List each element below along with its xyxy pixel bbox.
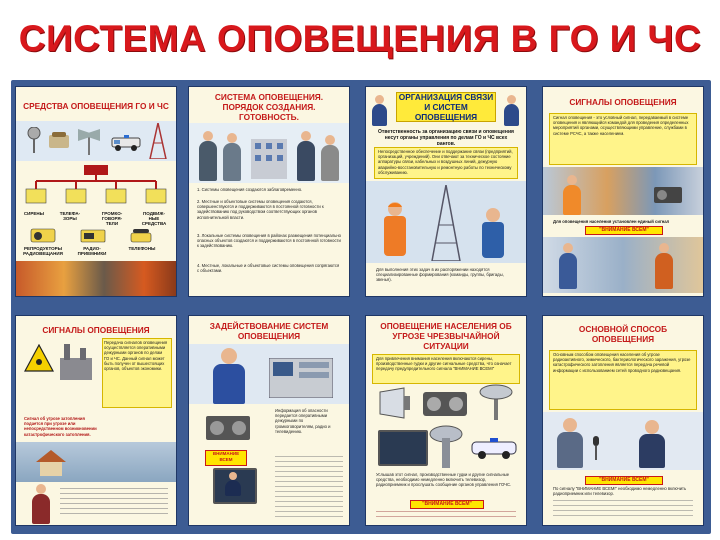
telephone-icon	[128, 227, 154, 243]
poster-means-of-alert	[16, 87, 176, 296]
radiation-icon	[24, 344, 54, 374]
poster-systems-activation	[189, 316, 349, 525]
poster-alert-signals	[543, 87, 703, 296]
disaster-photos	[16, 261, 176, 296]
attention-banner: "ВНИМАНИЕ ВСЕМ"	[585, 226, 663, 235]
footer-text-extra	[553, 500, 693, 520]
label-phones: ТЕЛЕФОНЫ	[128, 246, 156, 251]
numbered-item: 3. Локальные системы оповещения в районах размещения потенциально опасных объектов создаются и поддерживаются в постоянной готовности к задействованию.	[197, 233, 341, 249]
technicians-illustration	[366, 181, 526, 263]
illustration-band	[16, 121, 176, 161]
poster-board	[11, 80, 711, 534]
poster-heading: ОРГАНИЗАЦИЯ СВЯЗИ И СИСТЕМ ОПОВЕЩЕНИЯ	[396, 92, 496, 122]
poster-heading: СРЕДСТВА ОПОВЕЩЕНИЯ ГО И ЧС	[23, 101, 169, 111]
body-text: Непосредственное обеспечение и поддержание связи (предприятий, организаций, учреждений). Они отвечают за техническое состояние аппаратуры связи, кабельных и воздушных линий, дежурную аварийно-восстановительную и ремонтную работы по техническому обслуживанию.	[378, 149, 513, 175]
poster-heading: ЗАДЕЙСТВОВАНИЕ СИСТЕМ ОПОВЕЩЕНИЯ	[209, 321, 329, 341]
radio-icon	[30, 227, 56, 243]
control-panel-icon	[269, 358, 333, 398]
caption-text: Для оповещения населения установлен единый сигнал	[553, 219, 670, 224]
radio-tower-icon	[428, 424, 464, 468]
body-text: Информация об опасности передается оперативными дежурными по громкоговорителям, радио и телевидению.	[275, 408, 331, 434]
poster-heading: СИГНАЛЫ ОПОВЕЩЕНИЯ	[42, 325, 150, 335]
operator-illustration	[189, 344, 349, 404]
police-car-icon	[470, 436, 518, 460]
loudspeaker-icon	[76, 125, 102, 155]
tv-screen-icon	[378, 430, 428, 466]
page-title: СИСТЕМА ОПОВЕЩЕНИЯ В ГО И ЧС	[18, 18, 702, 59]
technician-icon	[478, 207, 508, 261]
house-icon	[36, 450, 66, 476]
building-icon	[249, 129, 289, 179]
microphone-icon	[591, 436, 601, 460]
poster-population-alert	[366, 316, 526, 525]
footer-text: По сигналу "ВНИМАНИЕ ВСЕМ!" необходимо немедленно включить радиоприемник или телевизор.	[553, 486, 687, 497]
numbered-item: 1. Системы оповещения создаются заблаговременно.	[197, 187, 303, 192]
lead-text: Ответственность за организацию связи и оповещения несут органы управления по делам ГО и ЧС всех рангов.	[378, 129, 514, 145]
alert-photos	[543, 167, 703, 215]
flood-text: Сигнал об угрозе затопления подается при угрозе или непосредственном возникновении катастрофического затопления.	[24, 416, 97, 437]
workers-photos	[543, 237, 703, 293]
attention-banner: "ВНИМАНИЕ ВСЕМ"	[410, 500, 484, 509]
label-mobile-means: ПОДВИЖ-НЫЕ СРЕДСТВА	[141, 211, 167, 226]
label-telephones-relay: ТЕЛЕФА-ЗОРЫ	[59, 211, 81, 221]
siren-icon	[476, 384, 516, 420]
body-text-lower	[275, 456, 343, 518]
numbered-item: 2. Местные и объектовые системы оповещения создаются, совершенствуются и поддерживаются в постоянной готовности к задействованию под руководством соответствующих органов исполнительной власти.	[197, 199, 324, 220]
definition-text: Сигнал оповещения - это условный сигнал, передаваемый в системе оповещения и являющийся командой для проведения определенных мероприятий органами, осуществляющими управление, службами в системе РСЧС, а также населением.	[553, 115, 689, 136]
tv-tower-icon	[148, 123, 168, 159]
poster-heading: ОПОВЕЩЕНИЕ НАСЕЛЕНИЯ ОБ УГРОЗЕ ЧРЕЗВЫЧАЙНОЙ СИТУАЦИИ	[380, 321, 512, 351]
poster-alert-signals-2	[16, 316, 176, 525]
phone-icon	[48, 131, 70, 149]
poster-main-alert-method	[543, 316, 703, 525]
label-loudspeakers: ГРОМКО-ГОВОРЯ-ТЕЛИ	[101, 211, 123, 226]
poster-heading: ОСНОВНОЙ СПОСОБ ОПОВЕЩЕНИЯ	[578, 324, 668, 344]
body-text: Передача сигналов оповещения осуществляется оперативными дежурными органов по делам ГО и ЧС. Данный сигнал может быть получен от вышестоящих органов, объектов экономики.	[104, 340, 168, 372]
footer-text-extra	[376, 511, 516, 521]
poster-heading: СИСТЕМА ОПОВЕЩЕНИЯ. ПОРЯДОК СОЗДАНИЯ. ГОТОВНОСТЬ.	[214, 92, 324, 122]
radio-icon	[205, 412, 251, 442]
label-sirens: СИРЕНЫ	[23, 211, 45, 216]
flood-illustration	[16, 442, 176, 482]
antenna-tower-icon	[426, 185, 466, 261]
radio-icon	[422, 388, 468, 418]
poster-system-creation	[189, 87, 349, 296]
footer-text: Для выполнения этих задач в их распоряжении находятся специализированные формирования (команды, группы, бригады, звенья).	[376, 267, 504, 283]
attention-banner: ВНИМАНИЕ ВСЕМ	[205, 450, 247, 466]
poster-heading: СИГНАЛЫ ОПОВЕЩЕНИЯ	[569, 97, 677, 107]
radio-receiver-icon	[80, 227, 106, 243]
numbered-item: 4. Местные, локальные и объектовые системы оповещения сопрягаются с объектами.	[197, 263, 340, 274]
factory-icon	[56, 340, 96, 380]
vehicle-icon	[111, 135, 141, 151]
body-text-lower	[60, 488, 168, 518]
label-repeaters: РЕПРОДУКТОРЫ РАДИОВЕЩАНИЯ	[23, 246, 63, 256]
alert-tree-diagram	[24, 165, 168, 209]
technician-icon	[380, 201, 410, 259]
lead-text: Для привлечения внимания населения включаются сирены, производственные гудки и другие сигнальные средства, что означает передачу предупредительного сигнала "ВНИМАНИЕ ВСЕМ!"	[376, 356, 512, 372]
loudspeaker-icon	[376, 386, 412, 420]
studio-illustration	[543, 412, 703, 470]
attention-banner: "ВНИМАНИЕ ВСЕМ"	[585, 476, 663, 485]
poster-communications-org	[366, 87, 526, 296]
lead-text: Основным способом оповещения населения об угрозе радиоактивного, химического, бактериологического заражения, угрозе катастрофического затопления является передача речевой информации с использованием сетей проводного радиовещания.	[553, 352, 691, 373]
footer-text: Услышав этот сигнал, производственные гудки и другие сигнальные средства, необходимо немедленно включить телевизор, радиоприемник и прослушать сообщение органов управления ГОЧС.	[376, 472, 512, 488]
radio-icon	[653, 185, 683, 205]
label-radios: РАДИО-ПРИЕМНИКИ	[77, 246, 107, 256]
meeting-illustration	[189, 123, 349, 183]
siren-icon	[24, 127, 44, 153]
